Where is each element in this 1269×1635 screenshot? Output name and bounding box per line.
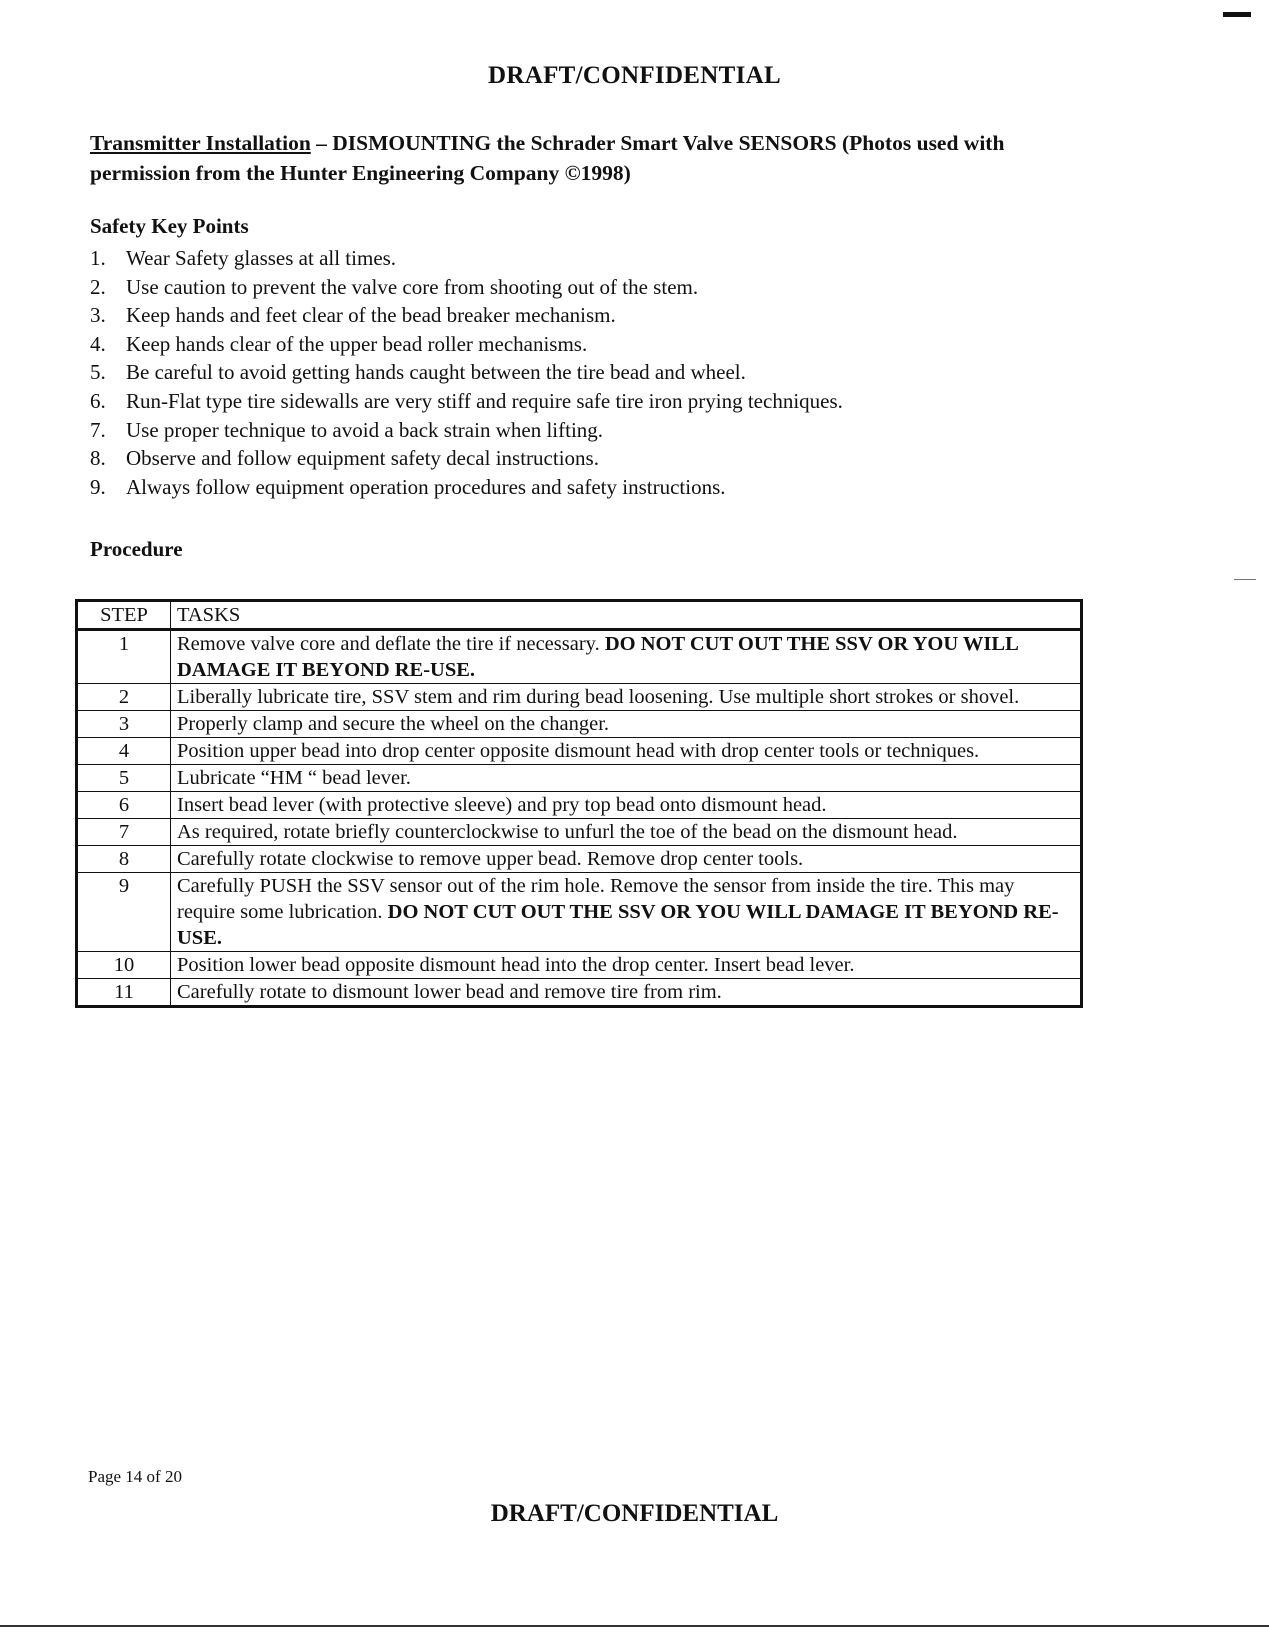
- task-text: Position lower bead opposite dismount head into the drop center. Insert bead lever.: [177, 954, 855, 976]
- step-number: 10: [77, 952, 171, 979]
- step-number: 1: [77, 630, 171, 684]
- document-title: [90, 128, 1170, 188]
- table-row: [77, 711, 1082, 738]
- column-header-step: STEP: [77, 601, 171, 630]
- safety-item: [90, 387, 1090, 416]
- step-number: 8: [77, 846, 171, 873]
- table-row: [77, 738, 1082, 765]
- column-header-tasks: TASKS: [171, 601, 1082, 630]
- task-text: Carefully rotate clockwise to remove upper bead. Remove drop center tools.: [177, 848, 804, 870]
- safety-item-text: Wear Safety glasses at all times.: [126, 246, 397, 270]
- table-row: [77, 630, 1082, 684]
- task-warning: DO NOT CUT OUT THE SSV OR YOU WILL DAMAGE IT BEYOND RE-USE.: [177, 901, 1059, 949]
- safety-item-text: Always follow equipment operation procedures and safety instructions.: [126, 474, 726, 499]
- table-header-row: [77, 601, 1082, 630]
- title-line2: permission from the Hunter Engineering Company ©1998): [90, 161, 631, 185]
- safety-item: [90, 473, 1090, 502]
- safety-item-text: Observe and follow equipment safety decal instructions.: [126, 446, 599, 471]
- step-number: 2: [77, 684, 171, 711]
- safety-item-number: 8.: [90, 446, 106, 471]
- procedure-heading: Procedure: [90, 537, 183, 561]
- task-cell: [171, 738, 1082, 765]
- step-number: 3: [77, 711, 171, 738]
- footer-confidential: DRAFT/CONFIDENTIAL: [490, 1500, 779, 1527]
- task-cell: [171, 684, 1082, 711]
- task-cell: [171, 819, 1082, 846]
- safety-item-text: Be careful to avoid getting hands caught between the tire bead and wheel.: [126, 360, 746, 385]
- task-cell: [171, 952, 1082, 979]
- task-text: Lubricate “HM “ bead lever.: [177, 767, 411, 789]
- safety-item: [90, 301, 1090, 330]
- title-rest-line1: – DISMOUNTING the Schrader Smart Valve SENSORS (Photos used with: [310, 131, 1005, 155]
- procedure-table: [75, 599, 1083, 1008]
- step-number: 7: [77, 819, 171, 846]
- table-row: [77, 684, 1082, 711]
- task-cell: [171, 711, 1082, 738]
- scan-corner-mark: [1223, 0, 1251, 17]
- task-text: Properly clamp and secure the wheel on the changer.: [177, 713, 610, 735]
- safety-item-number: 4.: [90, 331, 106, 356]
- safety-list: [90, 244, 1090, 501]
- step-number: 6: [77, 792, 171, 819]
- table-row: [77, 765, 1082, 792]
- safety-item: [90, 416, 1090, 445]
- table-row: [77, 819, 1082, 846]
- task-cell: [171, 873, 1082, 952]
- task-text: Remove valve core and deflate the tire if necessary.: [177, 633, 605, 655]
- safety-item-text: Keep hands and feet clear of the bead breaker mechanism.: [126, 303, 616, 328]
- task-warning: DO NOT CUT OUT THE SSV OR YOU WILL DAMAGE IT BEYOND RE-USE.: [177, 633, 1018, 681]
- header-confidential: DRAFT/CONFIDENTIAL: [488, 62, 781, 89]
- step-number: 5: [77, 765, 171, 792]
- task-text: Liberally lubricate tire, SSV stem and rim during bead loosening. Use multiple short strokes or shovel.: [177, 686, 1020, 708]
- safety-item: [90, 330, 1090, 359]
- page-number: Page 14 of 20: [88, 1467, 182, 1486]
- safety-item-text: Run-Flat type tire sidewalls are very stiff and require safe tire iron prying techniques.: [126, 388, 843, 413]
- task-cell: [171, 846, 1082, 873]
- safety-item-number: 7.: [90, 417, 106, 442]
- task-text: Carefully rotate to dismount lower bead and remove tire from rim.: [177, 981, 722, 1003]
- task-cell: [171, 765, 1082, 792]
- safety-item-number: 9.: [90, 474, 106, 499]
- safety-item: [90, 244, 1090, 273]
- safety-item: [90, 358, 1090, 387]
- safety-item-number: 1.: [90, 246, 106, 270]
- table-row: [77, 792, 1082, 819]
- safety-item-text: Use caution to prevent the valve core from shooting out of the stem.: [126, 274, 699, 299]
- table-row: [77, 846, 1082, 873]
- task-cell: [171, 979, 1082, 1007]
- task-text: Carefully PUSH the SSV sensor out of the rim hole. Remove the sensor from inside the tire. This may require some lubrication.: [177, 875, 1015, 923]
- task-cell: [171, 792, 1082, 819]
- step-number: 9: [77, 873, 171, 952]
- safety-item-number: 5.: [90, 360, 106, 385]
- task-text: Position upper bead into drop center opposite dismount head with drop center tools or techniques.: [177, 740, 980, 762]
- task-text: Insert bead lever (with protective sleeve) and pry top bead onto dismount head.: [177, 794, 827, 816]
- task-cell: [171, 630, 1082, 684]
- safety-item: [90, 444, 1090, 473]
- title-link-text: Transmitter Installation: [90, 131, 311, 155]
- safety-item-number: 6.: [90, 388, 106, 413]
- safety-heading: Safety Key Points: [90, 214, 249, 238]
- safety-item-number: 2.: [90, 274, 106, 299]
- safety-item-text: Keep hands clear of the upper bead roller mechanisms.: [126, 331, 588, 356]
- table-row: [77, 952, 1082, 979]
- bottom-rule: [0, 1625, 1269, 1627]
- step-number: 11: [77, 979, 171, 1007]
- task-text: As required, rotate briefly counterclockwise to unfurl the toe of the bead on the dismount head.: [177, 821, 958, 843]
- step-number: 4: [77, 738, 171, 765]
- safety-item-number: 3.: [90, 303, 106, 328]
- table-row: [77, 979, 1082, 1007]
- scan-margin-tick: [1234, 579, 1256, 580]
- safety-item-text: Use proper technique to avoid a back strain when lifting.: [126, 417, 604, 442]
- safety-item: [90, 273, 1090, 302]
- table-row: [77, 873, 1082, 952]
